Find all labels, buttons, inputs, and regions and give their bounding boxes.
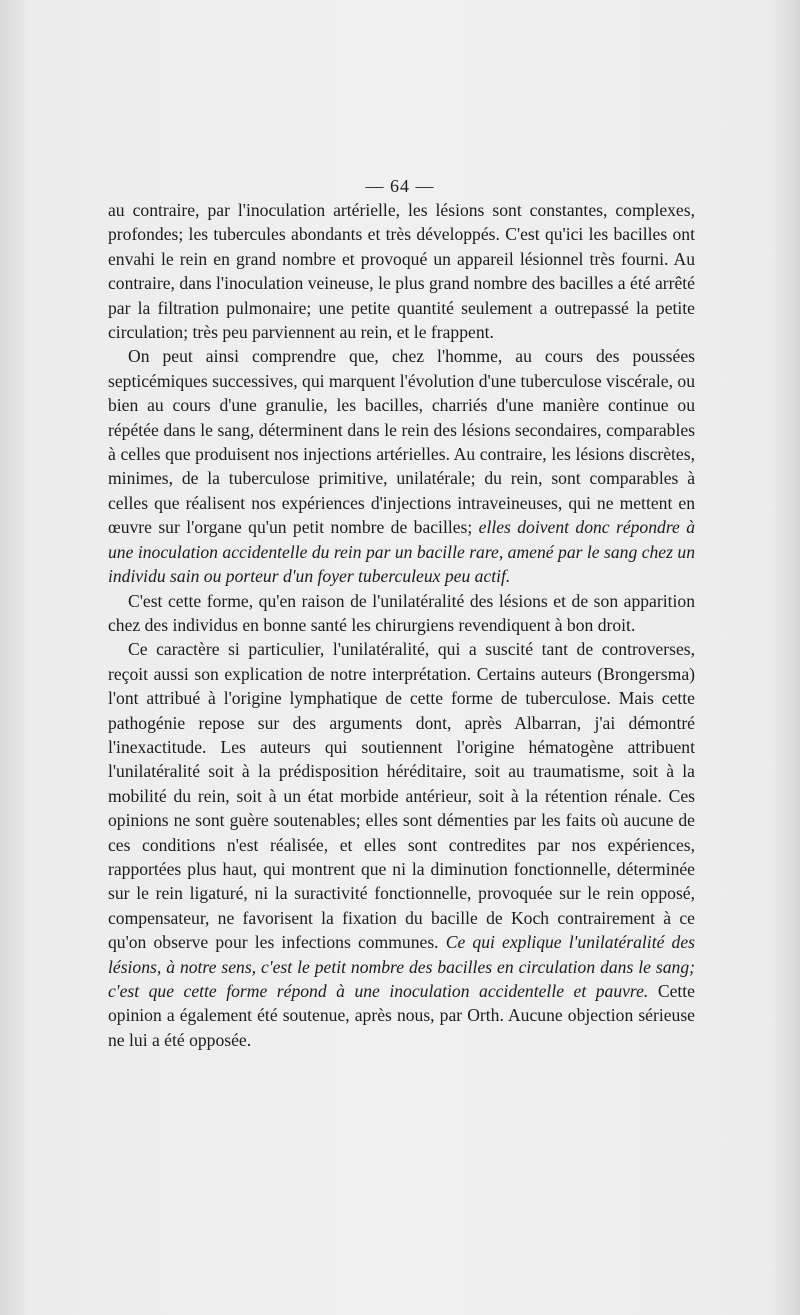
paragraph-4-tail: Cette opinion a également été soutenue, après nous, par Orth. Aucune objection sérieuse ne lui a été opposée. bbox=[108, 981, 695, 1050]
page-number: — 64 — bbox=[365, 176, 435, 196]
paragraph-2-italic: elles doivent donc répondre à une inoculation accidentelle du rein par un bacille rare, amené par le sang chez un individu sain ou porteur d'un foyer tuberculeux peu actif. bbox=[108, 517, 695, 587]
paragraph-1-text: au contraire, par l'inoculation artérielle, les lésions sont constantes, complexes, profondes; les tubercules abondants et très développés. C'est qu'ici les bacilles ont envahi le rein en grand nombre et provoqué un appareil lésionnel très fourni. Au contraire, dans l'inoculation veineuse, le plus grand nombre des bacilles a été arrêté par la filtration pulmonaire; une petite quantité seulement a outrepassé la petite circulation; très peu parviennent au rein, et le frappent. bbox=[108, 200, 695, 343]
paragraph-4-text: Ce caractère si particulier, l'unilatéralité, qui a suscité tant de controverses, reçoit aussi son explication de notre interprétation. Certains auteurs (Brongersma) l'ont attribué à l'origine lymphatique de cette forme de tuberculose. Mais cette pathogénie repose sur des arguments dont, après Albarran, j'ai démontré l'inexactitude. Les auteurs qui soutiennent l'origine hématogène attribuent l'unilatéralité soit à la prédisposition héréditaire, soit au traumatisme, soit à la mobilité du rein, soit à un état morbide antérieur, soit à la rétention rénale. Ces opinions ne sont guère soutenables; elles sont démenties par les faits où aucune de ces conditions n'est réalisée, et elles sont contredites par nos expériences, rapportées plus haut, qui montrent que ni la diminution fonctionnelle, déterminée sur le rein ligaturé, ni la suractivité fonctionnelle, provoquée sur le rein opposé, compensateur, ne favorisent la fixation du bacille de Koch contrairement à ce qu'on observe pour les infections communes. bbox=[108, 639, 695, 953]
paragraph-3-text: C'est cette forme, qu'en raison de l'unilatéralité des lésions et de son apparition chez des individus en bonne santé les chirurgiens revendiquent à bon droit. bbox=[108, 590, 695, 635]
paragraph-1 bbox=[108, 198, 695, 344]
paragraph-3 bbox=[108, 589, 695, 638]
paragraph-2-text: On peut ainsi comprendre que, chez l'homme, au cours des poussées septicémiques successives, qui marquent l'évolution d'une tuberculose viscérale, ou bien au cours d'une granulie, les bacilles, charriés d'une manière continue ou répétée dans le sang, déterminent dans le rein des lésions secondaires, comparables à celles que produisent nos injections artérielles. Au contraire, les lésions discrètes, minimes, de la tuberculose primitive, unilatérale; du rein, sont comparables à celles que réalisent nos expériences d'injections intraveineuses, qui ne mettent en œuvre sur l'organe qu'un petit nombre de bacilles; bbox=[108, 346, 695, 538]
body-text bbox=[108, 198, 695, 1052]
paragraph-2 bbox=[108, 344, 695, 588]
paragraph-4 bbox=[108, 637, 695, 1052]
paragraph-4-italic: Ce qui explique l'unilatéralité des lésions, à notre sens, c'est le petit nombre des bacilles en circulation dans le sang; c'est que cette forme répond à une inoculation accidentelle et pauvre. bbox=[108, 932, 695, 1001]
